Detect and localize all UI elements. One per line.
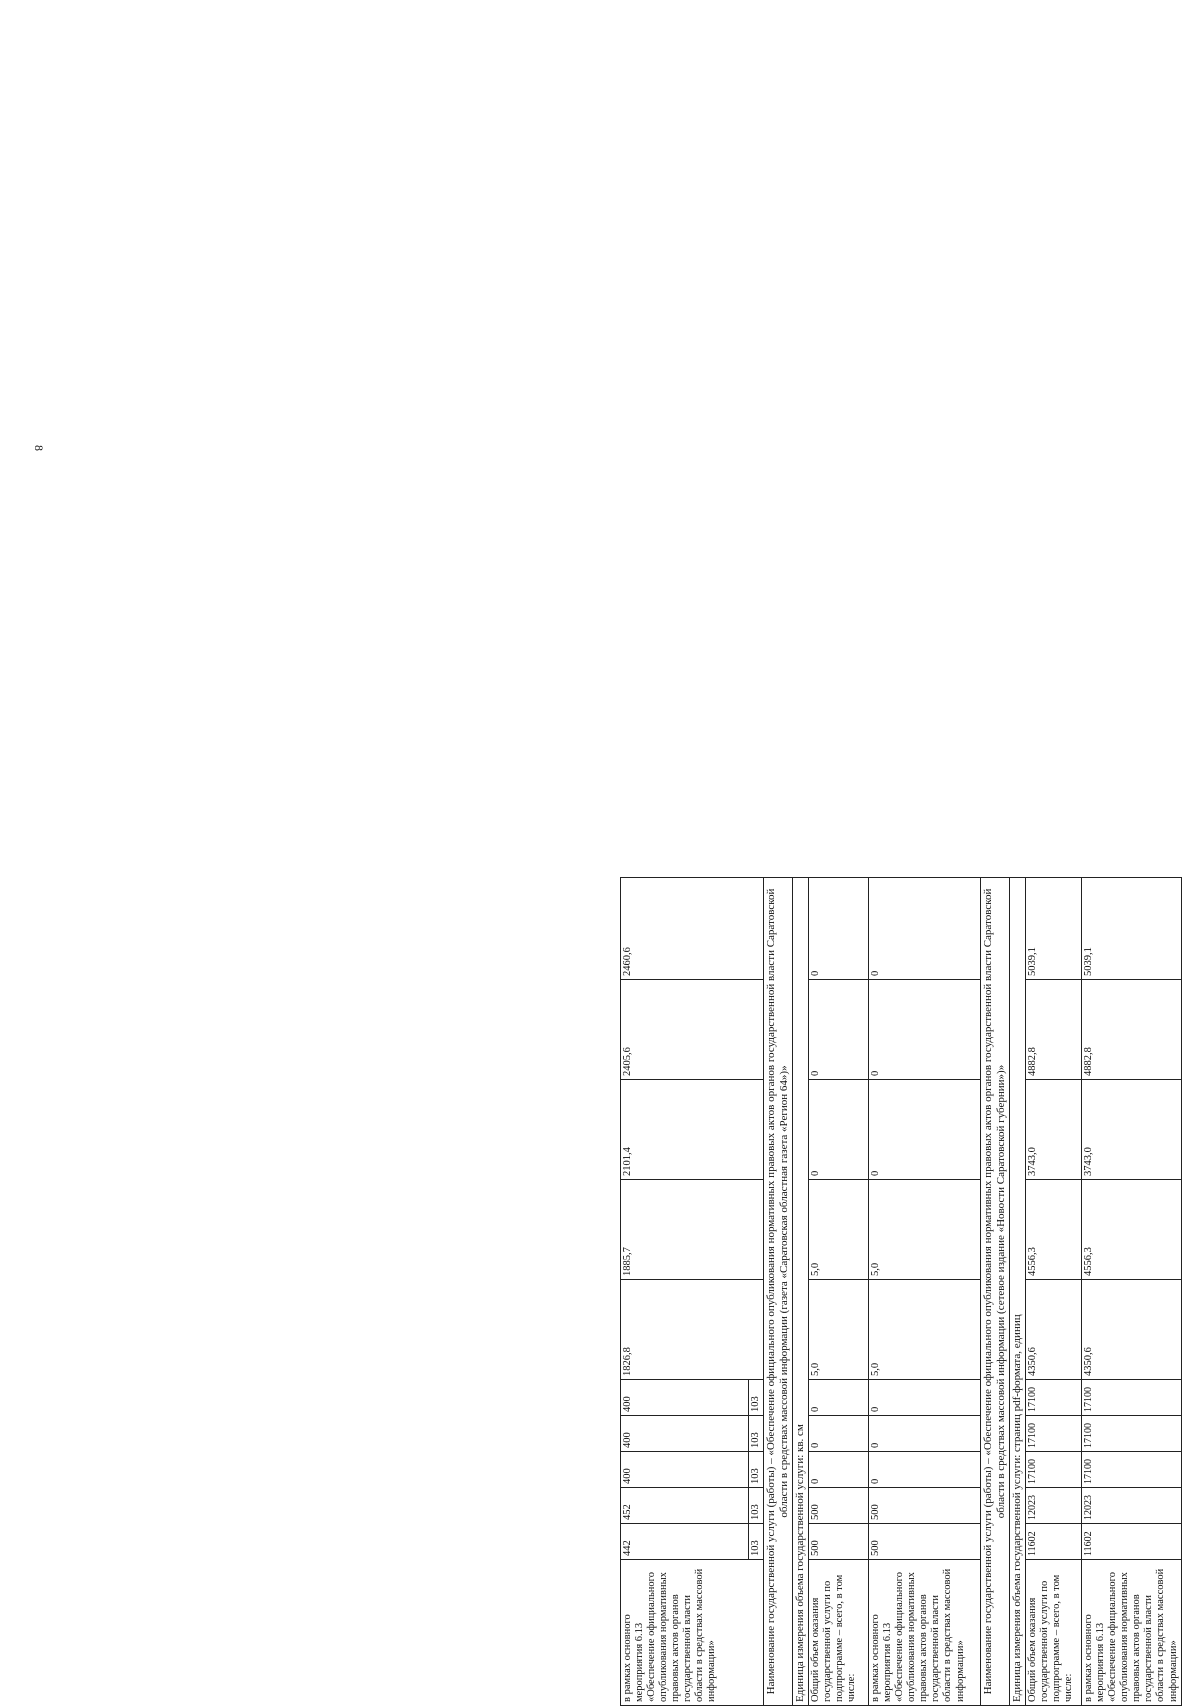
row2-value: 500 (809, 1524, 869, 1560)
row2-value: 500 (809, 1488, 869, 1524)
row4-value: 11602 (1026, 1524, 1082, 1560)
row1-sub: 103 (749, 1380, 764, 1416)
row3-value: 500 (869, 1488, 981, 1524)
row3-value: 0 (869, 1380, 981, 1416)
row5-value: 4882,8 (1082, 980, 1182, 1080)
row3-value: 0 (869, 1416, 981, 1452)
row3-value: 0 (869, 878, 981, 980)
row2-value: 0 (809, 878, 869, 980)
row4-value: 12023 (1026, 1488, 1082, 1524)
row3-value: 5,0 (869, 1280, 981, 1380)
row4-value: 4350,6 (1026, 1280, 1082, 1380)
row4-value: 17100 (1026, 1380, 1082, 1416)
table-row (1010, 878, 1026, 1706)
row5-label: в рамках основного мероприятия 6.13 «Обеспечение официального опубликования нормативных правовых актов органов государственной власти области в средствах массовой информации» (1082, 1560, 1182, 1706)
row5-value: 5039,1 (1082, 878, 1182, 980)
row3-value: 5,0 (869, 1180, 981, 1280)
row3-value: 0 (869, 1080, 981, 1180)
row2-label: Общий объем оказания государственной услуги по подпрограмме – всего, в том числе: (809, 1560, 869, 1706)
table-container (620, 878, 1179, 1706)
table-row (621, 878, 749, 1706)
row2-value: 5,0 (809, 1180, 869, 1280)
row4-value: 17100 (1026, 1452, 1082, 1488)
section3-title: Наименование государственной услуги (работы) – «Обеспечение официального опубликования нормативных правовых актов органов государственной власти Саратовской области в средствах массовой информации (сетевое издание «Новости Саратовской губернии»)» (981, 878, 1010, 1706)
table-row (1026, 878, 1082, 1706)
row2-value: 0 (809, 1452, 869, 1488)
row3-value: 0 (869, 1452, 981, 1488)
section2-unit: Единица измерения объема государственной услуги: кв. см (793, 878, 809, 1706)
row1-code: 452 (621, 1488, 749, 1524)
row4-value: 4882,8 (1026, 980, 1082, 1080)
row4-value: 3743,0 (1026, 1080, 1082, 1180)
row1-value: 2101,4 (621, 1080, 764, 1180)
row2-value: 5,0 (809, 1280, 869, 1380)
row4-value: 5039,1 (1026, 878, 1082, 980)
row1-sub: 103 (749, 1452, 764, 1488)
row5-value: 17100 (1082, 1380, 1182, 1416)
page-number: 8 (32, 445, 46, 451)
row3-value: 0 (869, 980, 981, 1080)
row2-value: 0 (809, 980, 869, 1080)
row2-value: 0 (809, 1416, 869, 1452)
row1-sub: 103 (749, 1416, 764, 1452)
row5-value: 4350,6 (1082, 1280, 1182, 1380)
row1-value: 1885,7 (621, 1180, 764, 1280)
row5-value: 3743,0 (1082, 1080, 1182, 1180)
row1-code: 442 (621, 1524, 749, 1560)
row5-value: 11602 (1082, 1524, 1182, 1560)
row3-label: в рамках основного мероприятия 6.13 «Обеспечение официального опубликования нормативных правовых актов органов государственной власти области в средствах массовой информации» (869, 1560, 981, 1706)
section2-title: Наименование государственной услуги (работы) – «Обеспечение официального опубликования нормативных правовых актов органов государственной власти Саратовской области в средствах массовой информации (газета «Саратовская областная газета «Регион 64»)» (764, 878, 793, 1706)
row1-value: 1826,8 (621, 1280, 764, 1380)
row4-label: Общий объем оказания государственной услуги по подпрограмме – всего, в том числе: (1026, 1560, 1082, 1706)
row4-value: 4556,3 (1026, 1180, 1082, 1280)
row5-value: 4556,3 (1082, 1180, 1182, 1280)
row5-value: 17100 (1082, 1452, 1182, 1488)
row2-value: 0 (809, 1380, 869, 1416)
row5-value: 17100 (1082, 1416, 1182, 1452)
row1-sub: 103 (749, 1524, 764, 1560)
row4-value: 17100 (1026, 1416, 1082, 1452)
rotated-table-area (88, 50, 1179, 1702)
table-row (764, 878, 793, 1706)
row2-value: 0 (809, 1080, 869, 1180)
table-row (869, 878, 981, 1706)
section3-unit: Единица измерения объема государственной услуги: страниц pdf-формата, единиц (1010, 878, 1026, 1706)
table-row (981, 878, 1010, 1706)
row1-code: 400 (621, 1380, 749, 1416)
row1-value: 2405,6 (621, 980, 764, 1080)
table-row (809, 878, 869, 1706)
row1-value: 2460,6 (621, 878, 764, 980)
row1-sub: 103 (749, 1488, 764, 1524)
table-row (1082, 878, 1182, 1706)
row1-label: в рамках основного мероприятия 6.13 «Обеспечение официального опубликования нормативных правовых актов органов государственной власти области в средствах массовой информации» (621, 1560, 764, 1706)
services-volume-table (620, 877, 1182, 1706)
row1-code: 400 (621, 1452, 749, 1488)
row3-value: 500 (869, 1524, 981, 1560)
table-row (793, 878, 809, 1706)
row1-code: 400 (621, 1416, 749, 1452)
row5-value: 12023 (1082, 1488, 1182, 1524)
